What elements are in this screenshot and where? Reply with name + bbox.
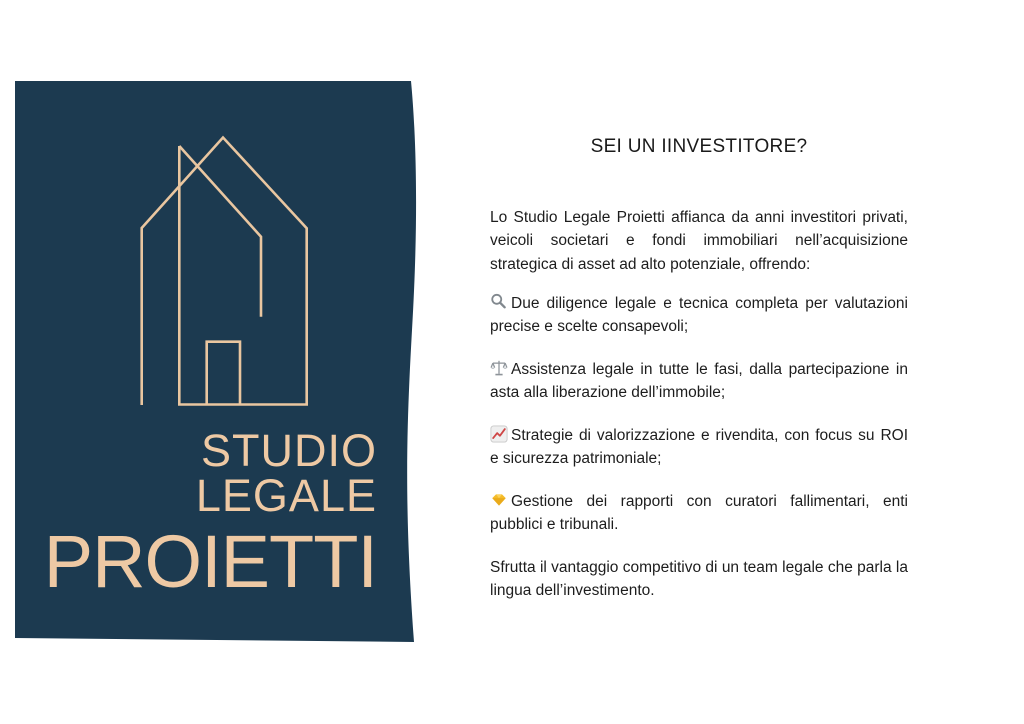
bullet-text: Gestione dei rapporti con curatori fallimentari, enti pubblici e tribunali.: [490, 493, 908, 534]
chart-up-icon: [490, 425, 508, 443]
brand-name: [15, 425, 377, 603]
bullet-gestione: [490, 490, 908, 537]
bullet-assistenza: [490, 358, 908, 405]
bullet-due-diligence: [490, 292, 908, 339]
handshake-icon: [490, 491, 508, 509]
brand-name-line2: PROIETTI: [43, 520, 377, 603]
closing-paragraph: [490, 556, 908, 603]
brand-name-line1: STUDIO LEGALE: [195, 425, 377, 521]
content-column: [490, 0, 908, 724]
intro-text: Lo Studio Legale Proietti affianca da anni investitori privati, veicoli societari e fondi immobiliari nell’acquisizione strategica di asset ad alto potenziale, offrendo:: [490, 209, 908, 273]
intro-paragraph: [490, 206, 908, 276]
bullet-text: Due diligence legale e tecnica completa per valutazioni precise e scelte consapevoli;: [490, 295, 908, 336]
scales-icon: [490, 359, 508, 377]
bullet-text: Assistenza legale in tutte le fasi, dalla partecipazione in asta alla liberazione dell’immobile;: [490, 361, 908, 402]
closing-text: Sfrutta il vantaggio competitivo di un team legale che parla la lingua dell’investimento.: [490, 559, 908, 600]
bullet-strategie: [490, 424, 908, 471]
page-title: SEI UN IINVESTITORE?: [590, 136, 808, 157]
bullet-text: Strategie di valorizzazione e rivendita, con focus su ROI e sicurezza patrimoniale;: [490, 427, 908, 468]
magnifier-icon: [490, 293, 508, 311]
